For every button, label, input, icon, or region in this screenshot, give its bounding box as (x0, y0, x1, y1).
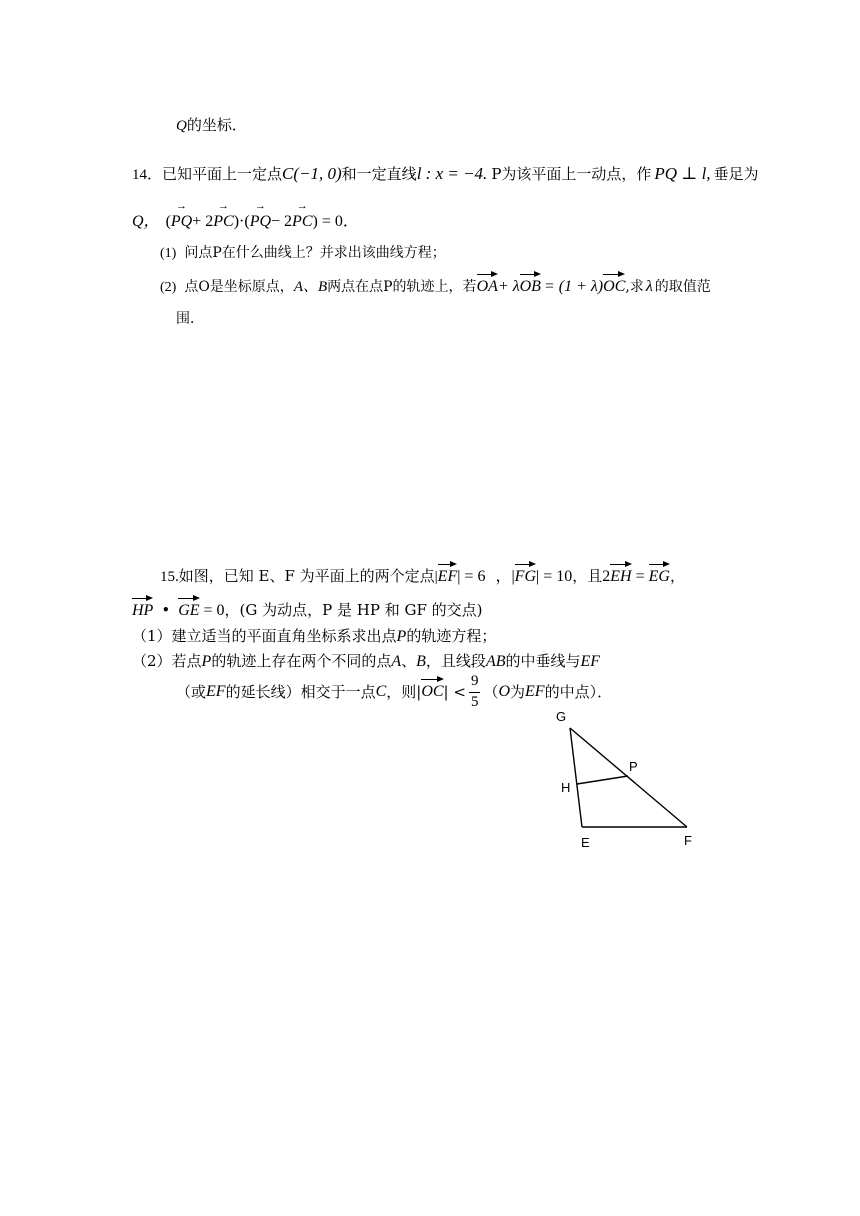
symbol-c: C (375, 683, 387, 700)
equals-sign: = (635, 568, 645, 585)
vector-pc: → PC (213, 214, 233, 230)
q15-line2-e: （ (483, 682, 499, 701)
q14-text-3: P为该平面上一动点，作 (491, 165, 652, 183)
q14-part-2-cont (176, 312, 204, 326)
q14-part1-num: (1) (160, 246, 177, 261)
q14-part2-text-f: 的取值范 (654, 279, 711, 295)
q15-text-1: 如图，已知 E、F 为平面上的两个定点 (178, 567, 435, 585)
fraction-nine-fifths (469, 674, 481, 711)
q14-part2-text-a: 点O是坐标原点， (184, 279, 294, 295)
q14-cond-e: ) = 0． (312, 213, 359, 230)
ef-length: | = 6 (457, 568, 486, 585)
segment-ab: AB (485, 653, 506, 670)
q14-part2-text-e: ,求 (625, 279, 644, 295)
q13-tail-text: 的坐标． (186, 116, 247, 134)
point-c: C(−1, 0) (282, 164, 342, 183)
segment-gf (570, 728, 687, 827)
q15-part1-text-b: 的轨迹方程； (406, 627, 497, 645)
q13-tail (176, 118, 247, 134)
q15-text-2: ，且 (572, 567, 603, 585)
q15-line2-d: | < (443, 682, 466, 701)
label-h: H (561, 780, 571, 795)
vector-fg: FG (514, 568, 536, 585)
q14-text-1: 已知平面上一定点 (162, 165, 283, 183)
q14-cond-d: − 2 (271, 213, 293, 230)
q14-text-2: 和一定直线 (341, 165, 417, 183)
fg-length: | = 10 (536, 568, 573, 585)
q15-part2-text-e: 的中垂线与 (505, 652, 581, 670)
q14-part-1 (160, 246, 446, 261)
q14-number: 14． (132, 167, 163, 183)
label-g: G (556, 709, 567, 724)
vector-eg: EG (648, 568, 670, 585)
q15-line2-b: 的延长线）相交于一点 (225, 682, 376, 701)
q15-line2-c: ，则| (386, 682, 422, 701)
points-ab: A、B (293, 279, 328, 295)
segment-ge (570, 728, 582, 827)
q15-condition (132, 603, 483, 619)
perpendicular-expr: PQ ⊥ l, (654, 164, 711, 183)
q15-part1-text: （1）建立适当的平面直角坐标系求出点 (132, 627, 397, 645)
segment-ef-2: EF (206, 683, 226, 700)
q14-cond-b: + 2 (192, 213, 214, 230)
vector-eh: EH (610, 568, 632, 585)
q14-part1-text: 问点P在什么曲线上？并求出该曲线方程； (184, 245, 446, 261)
q15-comma: ， (669, 567, 685, 585)
q14-condition (132, 213, 359, 230)
lambda-symbol: λ (645, 278, 653, 295)
vector-oc: OC (603, 278, 626, 295)
q14-cond-prefix: Q， (132, 213, 160, 230)
q14-part2-plus-lambda: + λ (497, 278, 520, 295)
symbol-q: Q (176, 118, 187, 134)
label-p: P (629, 759, 638, 774)
line-l: l : x = −4. (416, 164, 488, 183)
q15-line2-f: 为 (510, 682, 526, 701)
vector-ob: OB (519, 278, 541, 295)
segment-ef: EF (580, 653, 601, 670)
q15-stem: 15.如图，已知 E、F 为平面上的两个定点|EF| = 6 ，|FG| = 10，且2EH = EG， (160, 567, 685, 585)
q15-line2-a: （或 (176, 682, 207, 701)
eh-coefficient: 2 (602, 568, 611, 585)
fg-prefix: ，| (495, 568, 515, 585)
symbol-b: B (416, 653, 426, 670)
vector-ef: EF (437, 568, 458, 585)
q15-part2-text-d: ，且线段 (425, 652, 486, 670)
label-e: E (581, 835, 590, 850)
vector-pq-2: → PQ (250, 214, 271, 230)
vector-oa: OA (476, 278, 498, 295)
vector-pc-2: → PC (292, 214, 312, 230)
equals-zero: = 0 (203, 602, 225, 619)
vector-ge: GE (178, 602, 200, 619)
dot-product: • (161, 601, 171, 619)
triangle-figure (540, 700, 720, 860)
segment-ef-3: EF (525, 683, 545, 700)
q15-line2-g: 的中点）． (544, 682, 613, 701)
q14-part2-text-g: 围． (176, 311, 204, 327)
q15-part2-sep: 、 (401, 652, 417, 670)
q15-part-2 (132, 654, 600, 670)
q14-part2-text-b: 两点在点P的轨迹上，若 (327, 279, 477, 295)
symbol-a: A (391, 653, 402, 670)
q15-text-3: ，(G 为动点，P 是 HP 和 GF 的交点) (224, 601, 483, 619)
q15-number: 15. (160, 569, 179, 585)
q14-cond-a: ( (165, 213, 171, 230)
q14-part2-num: (2) (160, 280, 177, 295)
fraction-denominator: 5 (470, 693, 479, 710)
q15-part-1 (132, 629, 496, 645)
q15-part2-text-b: 的轨迹上存在两个不同的点 (211, 652, 392, 670)
q14-stem (132, 165, 759, 183)
label-f: F (684, 833, 692, 848)
vector-hp: HP (132, 602, 154, 619)
q15-part2-text: （2）若点 (132, 652, 202, 670)
symbol-p: P (396, 628, 407, 645)
vector-pq: → PQ (171, 214, 192, 230)
q14-part-2 (160, 279, 711, 295)
vector-oc-2: OC (421, 683, 444, 700)
symbol-o: O (498, 683, 511, 700)
q14-text-4: 垂足为 (713, 165, 759, 183)
symbol-p-2: P (201, 653, 212, 670)
q14-part2-eq: = (1 + λ) (543, 278, 604, 295)
segment-hp (577, 776, 628, 784)
q14-cond-c: )·( (233, 213, 250, 230)
fraction-numerator: 9 (469, 674, 481, 693)
